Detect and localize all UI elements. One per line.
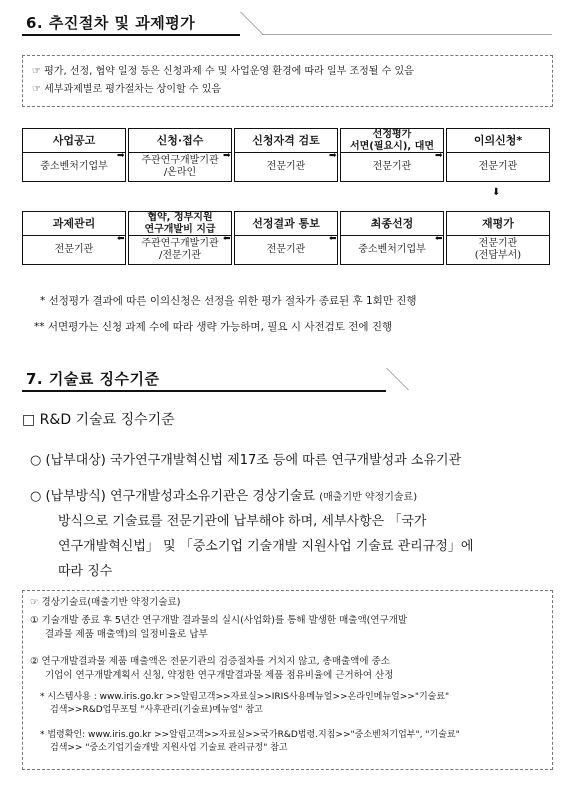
flow-step-objection: [446, 128, 550, 182]
flow-step-title: 재평가: [447, 212, 549, 236]
footnote-objection: * 선정평가 결과에 따른 이의신청은 선정을 위한 평가 절차가 종료된 후 1회만 진행: [40, 295, 417, 307]
arrow-right-icon: ➡: [223, 151, 231, 161]
section6-note-2: ☞ 세부과제별로 평가절차는 상이할 수 있음: [32, 84, 222, 95]
method-line1-note: (매출기반 약정기술료): [319, 492, 418, 503]
flow-step-title: 사업공고: [23, 129, 125, 153]
flow-step-agent: 전문기관 (전담부서): [474, 238, 522, 261]
flow-step-announcement: [22, 128, 126, 182]
flow-step-reevaluation: [446, 211, 550, 265]
flow-step-application: [128, 128, 232, 182]
royalty-point2-line2: 기업이 연구개발계획서 신청, 약정한 연구개발결과물 제품 점유비율에 근거하여 산정: [45, 670, 394, 681]
section7-slant: [386, 368, 431, 390]
section7-heading: □ R&D 기술료 징수기준: [22, 412, 175, 428]
arrow-down-icon: ⬇: [492, 187, 501, 198]
flow-step-project-management: [22, 211, 126, 265]
flow-step-agreement-funding: [128, 211, 232, 265]
royalty-ref2-line2: 검색>> "중소기업기술개발 지원사업 기술료 관리규정" 참고: [50, 743, 288, 753]
flow-step-agent: 전문기관: [266, 244, 306, 255]
arrow-right-icon: ➡: [435, 151, 443, 161]
flow-step-title: 신청자격 검토: [235, 129, 337, 153]
section7-item-target: ○ (납부대상) 국가연구개발혁신법 제17조 등에 따른 연구개발성과 소유기관: [30, 453, 462, 468]
flow-step-title: 과제관리: [23, 212, 125, 236]
flow-step-title: 신청·접수: [129, 129, 231, 153]
flow-step-title: 최종선정: [341, 212, 443, 236]
arrow-left-icon: ⬅: [435, 234, 443, 244]
flow-step-eligibility-review: [234, 128, 338, 182]
section6-title: 6. 추진절차 및 과제평가: [26, 14, 196, 32]
royalty-point1-line2: 결과물 제품 매출액)의 일정비율로 납부: [45, 629, 208, 640]
royalty-point1-line1: ① 기술개발 종료 후 5년간 연구개발 결과물의 실시(사업화)를 통해 발생한 매출액(연구개발: [30, 615, 408, 626]
flow-step-agent: 중소벤처기업부: [358, 244, 426, 255]
section6-note-box: [22, 55, 553, 107]
flow-step-title: 이의신청*: [447, 129, 549, 153]
section7-item-method-line4: 따라 징수: [58, 564, 113, 579]
flow-step-final-selection: [340, 211, 444, 265]
flow-step-agent: 주관연구개발기관 /온라인: [141, 155, 219, 178]
arrow-left-icon: ⬅: [223, 234, 231, 244]
section7-item-method-line3: 연구개발혁신법」 및 「중소기업 기술개발 지원사업 기술료 관리규정」에: [58, 539, 474, 554]
flow-step-agent: 전문기관: [266, 161, 306, 172]
section7-item-method-line1: [30, 487, 417, 508]
flow-step-agent: 전문기관: [478, 161, 518, 172]
flow-step-agent: 중소벤처기업부: [40, 161, 108, 172]
royalty-ref2-line1: * 법령확인: www.iris.go.kr >>알림고객>>자료실>>국가R&D법령.지침>>"중소벤처기업부", "기술료": [40, 730, 460, 740]
section6-note-1: ☞ 평가, 선정, 협약 일정 등은 신청과제 수 및 사업운영 환경에 따라 일부 조정될 수 있음: [32, 66, 414, 77]
royalty-ref1-line2: 검색>>R&D업무포털 "사후관리(기술료)메뉴얼" 참고: [50, 705, 263, 715]
flow-step-agent: 주관연구개발기관 /전문기관: [141, 238, 219, 261]
royalty-box-head: ☞ 경상기술료(매출기반 약정기술료): [30, 597, 181, 608]
section6-slant: [240, 12, 285, 34]
flow-step-agent: 전문기관: [372, 161, 412, 172]
arrow-left-icon: ⬅: [329, 234, 337, 244]
flow-step-selection-evaluation: [340, 128, 444, 182]
arrow-right-icon: ➡: [329, 151, 337, 161]
section7-title: 7. 기술료 징수기준: [26, 370, 160, 388]
footnote-written-evaluation: ** 서면평가는 신청 과제 수에 따라 생략 가능하며, 필요 시 사전검토 전에 진행: [34, 321, 393, 333]
royalty-ref1-line1: * 시스템사용 : www.iris.go.kr >>알림고객>>자료실>>IRIS사용메뉴얼>>온라인메뉴얼>>"기술료": [40, 692, 450, 702]
arrow-left-icon: ⬅: [117, 234, 125, 244]
section7-item-method-line2: 방식으로 기술료를 전문기관에 납부해야 하며, 세부사항은 「국가: [58, 514, 427, 529]
section6-underline: [22, 34, 240, 36]
section6-tail-line: [262, 34, 552, 35]
section7-underline: [22, 390, 386, 392]
method-line1-main: ○ (납부방식) 연구개발성과소유기관은 경상기술료: [30, 489, 316, 504]
flow-step-result-notice: [234, 211, 338, 265]
flow-step-title: 협약, 정부지원 연구개발비 지급: [129, 212, 231, 236]
flow-step-title: 선정평가 서면(필요시), 대면: [341, 129, 443, 153]
royalty-point2-line1: ② 연구개발결과물 제품 매출액은 전문기관의 검증절차를 거치지 않고, 총매출액에 중소: [30, 656, 390, 667]
flow-step-agent: 전문기관: [54, 244, 94, 255]
arrow-right-icon: ➡: [117, 151, 125, 161]
flow-step-title: 선정결과 통보: [235, 212, 337, 236]
